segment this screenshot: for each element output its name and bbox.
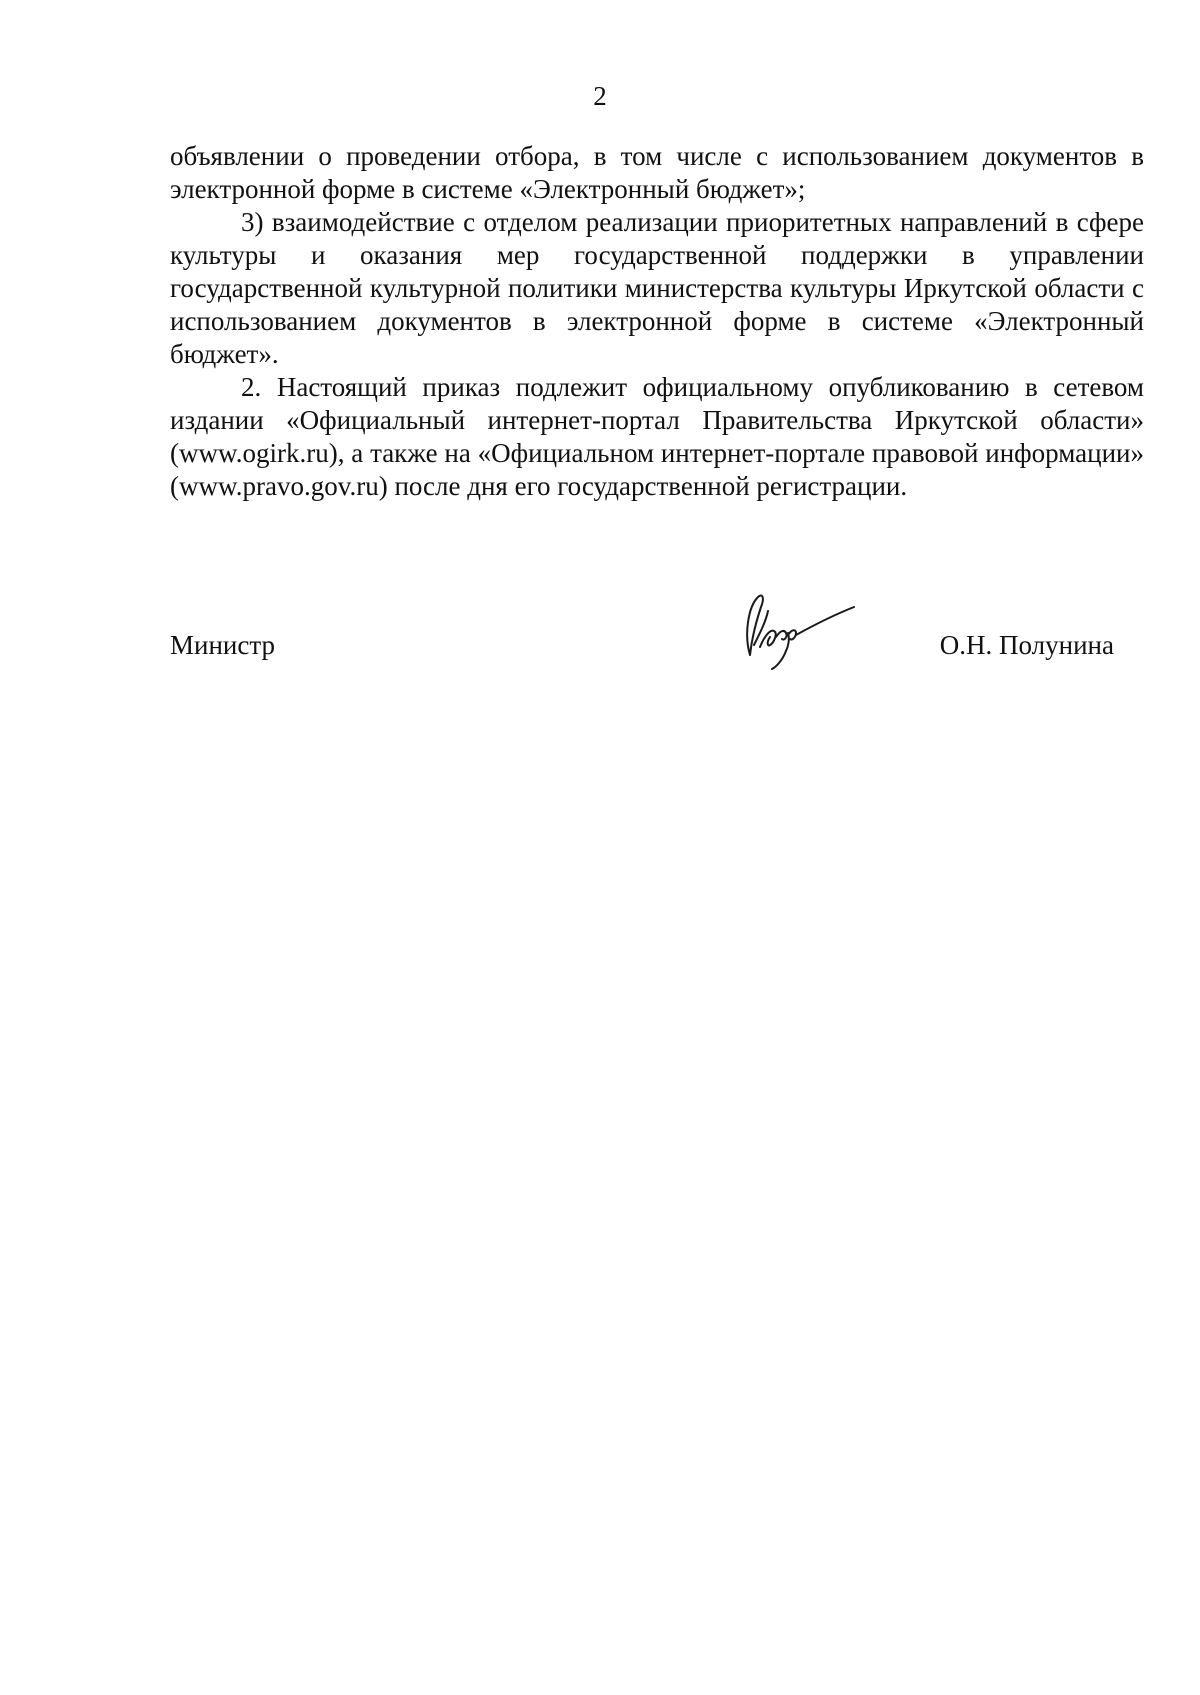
signatory-name: О.Н. Полунина [939, 630, 1114, 660]
page-number: 2 [593, 81, 607, 111]
handwritten-signature [730, 585, 870, 675]
signatory-role: Министр [170, 630, 275, 660]
paragraph-item-3: 3) взаимодействие с отделом реализации приоритетных направлений в сфере культуры и оказания мер государственной поддержки в управлении государственной культурной политики министерства культуры Иркутской области с использованием документов в электронной форме в системе «Электронный бюджет». [170, 207, 1144, 369]
document-body [170, 140, 1144, 503]
paragraph-item-2-publication: 2. Настоящий приказ подлежит официальному опубликованию в сетевом издании «Официальный интернет-портал Правительства Иркутской области» (www.ogirk.ru), а также на «Официальном интернет-портале правовой информации» (www.pravo.gov.ru) после дня его государственной регистрации. [170, 372, 1144, 501]
paragraph-continuation: объявлении о проведении отбора, в том числе с использованием документов в электронной форме в системе «Электронный бюджет»; [170, 141, 1144, 204]
